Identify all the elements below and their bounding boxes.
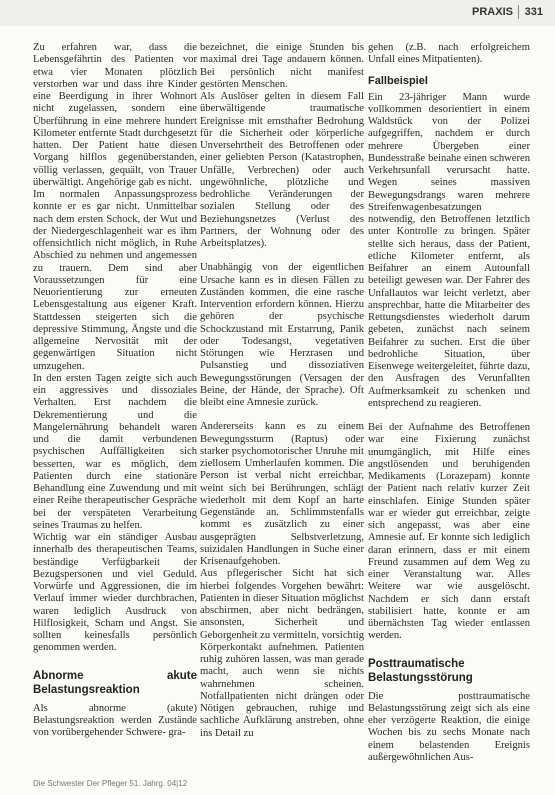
paragraph: Als abnorme (akute) Belastungsreaktion werden Zustände von vorübergehender Schwere- gra- bbox=[33, 702, 197, 738]
case-heading: Fallbeispiel bbox=[368, 74, 428, 87]
section-heading: Posttraumatische Belastungsstörung bbox=[368, 657, 473, 684]
paragraph: Ein 23-jähriger Mann wurde vollkommen desorientiert in einem Waldstück von der Polizei aufgegriffen, nachdem er durch mehrere Übergeben einer Bundesstraße beinahe einen schweren Verkehrsunfall verursacht hatte. Wegen seines massiven Bewegungsdrangs waren mehrere Streifenwagenbesatzungen notwendig, den Betroffenen letztlich unter Kontrolle zu bringen. Später stellte sich heraus, dass der Patient, etliche Kilometer entfernt, als Beifahrer an einem Autounfall beteiligt gewesen war. Der Fahrer des Unfallautos war leicht verletzt, aber ansprechbar, hatte die Mitarbeiter des Rettungsdienstes wiederholt darum gebeten, zunächst nach seinem Beifahrer zu suchen. Erst die über bedrohliche Situation, über Eisenwege weitergeleitet, führte dazu, den Ausfragen des Verunfallten Aufmerksamkeit zu schenken und entsprechend zu reagieren. bbox=[368, 91, 530, 409]
paragraph: Aus pflegerischer Sicht hat sich hierbei folgendes Vorgehen bewährt: Patienten in dieser Situation möglichst abschirmen, aber nicht bedrängen, ansonsten, Sicherheit und Geborgenheit zu vermitteln, vorsichtig Körperkontakt aufnehmen. Patienten ruhig zuhören lassen, was man gerade macht, auch wenn sie nichts wahrnehmen scheinen. Notfallpatienten nicht drängen oder Nötigen gebrauchen, ruhige und sachliche Aufklärung anstreben, ohne ins Detail zu bbox=[200, 568, 364, 739]
page-footer: Die Schwester Der Pfleger 51. Jahrg. 04|12 bbox=[33, 779, 188, 788]
text-column-3 bbox=[368, 42, 530, 777]
paragraph: bezeichnet, die einige Stunden bis maximal drei Tage andauern können. Bei persönlich nicht manifest gestörten Menschen. bbox=[200, 42, 364, 90]
paragraph: gehen (z.B. nach erfolgreichem Unfall eines Mitpatienten). bbox=[368, 42, 530, 66]
paragraph: Unabhängig von der eigentlichen Ursache kann es in diesen Fällen zu Zuständen kommen, die eine rasche Intervention erfordern können. Hierzu gehören der psychische Schockzustand mit Erstarrung, Panik oder Todesangst, vegetativen Störungen wie Herzrasen und Pulsanstieg und dissoziativen Bewegungsstörungen (Versagen der Beine, der Hände, der Sprache). Oft bleibt eine Amnesie zurück. bbox=[200, 262, 364, 408]
paragraph: Wichtig war ein ständiger Ausbau innerhalb des therapeutischen Teams, beständige Verfügbarkeit der Bezugspersonen und viel Geduld. Vorwürfe und Aggressionen, die im Verlauf immer wieder durchbrachen, waren lediglich Ausdruck von Hilflosigkeit, Scham und Angst. Sie sollten keinesfalls persönlich genommen werden. bbox=[33, 532, 197, 654]
paragraph: In den ersten Tagen zeigte sich auch ein aggressives und dissoziales Verhalten. Erst nachdem die Dekrementierung und die Mangelernährung behandelt waren und die damit verbundenen psychischen Auffälligkeiten sich besserten, war es möglich, dem Patienten durch eine stationäre Behandlung eine Zuwendung und mit einer Reihe therapeutischer Gespräche bei der verspäteten Verarbeitung seines Traumas zu helfen. bbox=[33, 372, 197, 531]
text-column-1 bbox=[33, 42, 197, 777]
page-number: 331 bbox=[524, 6, 543, 18]
paragraph: Im normalen Anpassungsprozess konnte er es gar nicht. Unmittelbar nach dem ersten Schock, der Wut und der Niedergeschlagenheit war es ihm offensichtlich nicht möglich, in Ruhe Abschied zu nehmen und angemessen zu trauern. Dem sind aber Voraussetzungen für eine Neuorientierung zur erneuten Lebensgestaltung aus eigener Kraft. Stattdessen steigerten sich die depressive Stimmung, Ängste und die allgemeine Nervosität mit der gegenwärtigen Situation nicht umzugehen. bbox=[33, 189, 197, 372]
paragraph: Bei der Aufnahme des Betroffenen war eine Fixierung zunächst unumgänglich, mit Hilfe eines angstlösenden und beruhigenden Medikaments (Lorazepam) konnte der Patient nach relativ kurzer Zeit einschlafen. Einige Stunden später war er wieder gut erreichbar, zeigte sich angepasst, was aber eine Amnesie auf. Er konnte sich lediglich daran erinnern, dass er mit einem Freund zusammen auf dem Weg zu einer Veranstaltung war. Alles Weitere war wie ausgelöscht. Nachdem er sich dann erstaft stabilisiert hatte, konnte er am übernächsten Tag wieder entlassen werden. bbox=[368, 422, 530, 642]
paragraph: Andererseits kann es zu einem Bewegungssturm (Raptus) oder starker psychomotorischer Unruhe mit ziellosem Umherlaufen kommen. Die Person ist verbal nicht erreichbar, weint sich bei Berührungen, schlägt wiederholt mit dem Kopf an harte Gegenstände an. Schlimmstenfalls kommt es zusätzlich zu einer ausgeprägten Selbstverletzung, suizidalen Handlungen in Suche einer Krisenaufgehoben. bbox=[200, 421, 364, 567]
text-column-2 bbox=[200, 42, 364, 777]
section-label: PRAXIS bbox=[472, 6, 513, 18]
section-heading: Abnorme akute Belastungsreaktion bbox=[33, 669, 197, 696]
paragraph: Zu erfahren war, dass die Lebensgefährtin des Patienten vor etwa vier Monaten plötzlich verstorben war und dass ihre Kinder eine Beerdigung in ihrer Wohnort nicht zugelassen, sondern eine Überführung in eine mehrere hundert Kilometer entfernte Stadt durchgesetzt hatten. Der Patient hatte diesen Vorgang hilflos gegenüberstanden, völlig verlassen, gequält, von Trauer überwältigt. Angehörige gab es nicht. bbox=[33, 42, 197, 188]
header-divider bbox=[518, 5, 519, 19]
page-header bbox=[0, 0, 555, 26]
paragraph: Als Auslöser gelten in diesem Fall überwältigende traumatische Ereignisse mit ernsthafter Bedrohung für die Sicherheit oder körperliche Unversehrtheit des Betroffenen oder einer geliebten Person (Katastrophen, Unfälle, Verbrechen) oder auch ungewöhnliche, plötzliche und bedrohliche Veränderungen der sozialen Stellung oder des Beziehungsnetzes (Verlust des Partners, der Wohnung oder des Arbeitsplatzes). bbox=[200, 91, 364, 249]
paragraph: Die posttraumatische Belastungsstörung zeigt sich als eine eher verzögerte Reaktion, die einige Wochen bis zu sechs Monate nach einem belastenden Ereignis außergewöhnlichen Aus- bbox=[368, 690, 530, 763]
